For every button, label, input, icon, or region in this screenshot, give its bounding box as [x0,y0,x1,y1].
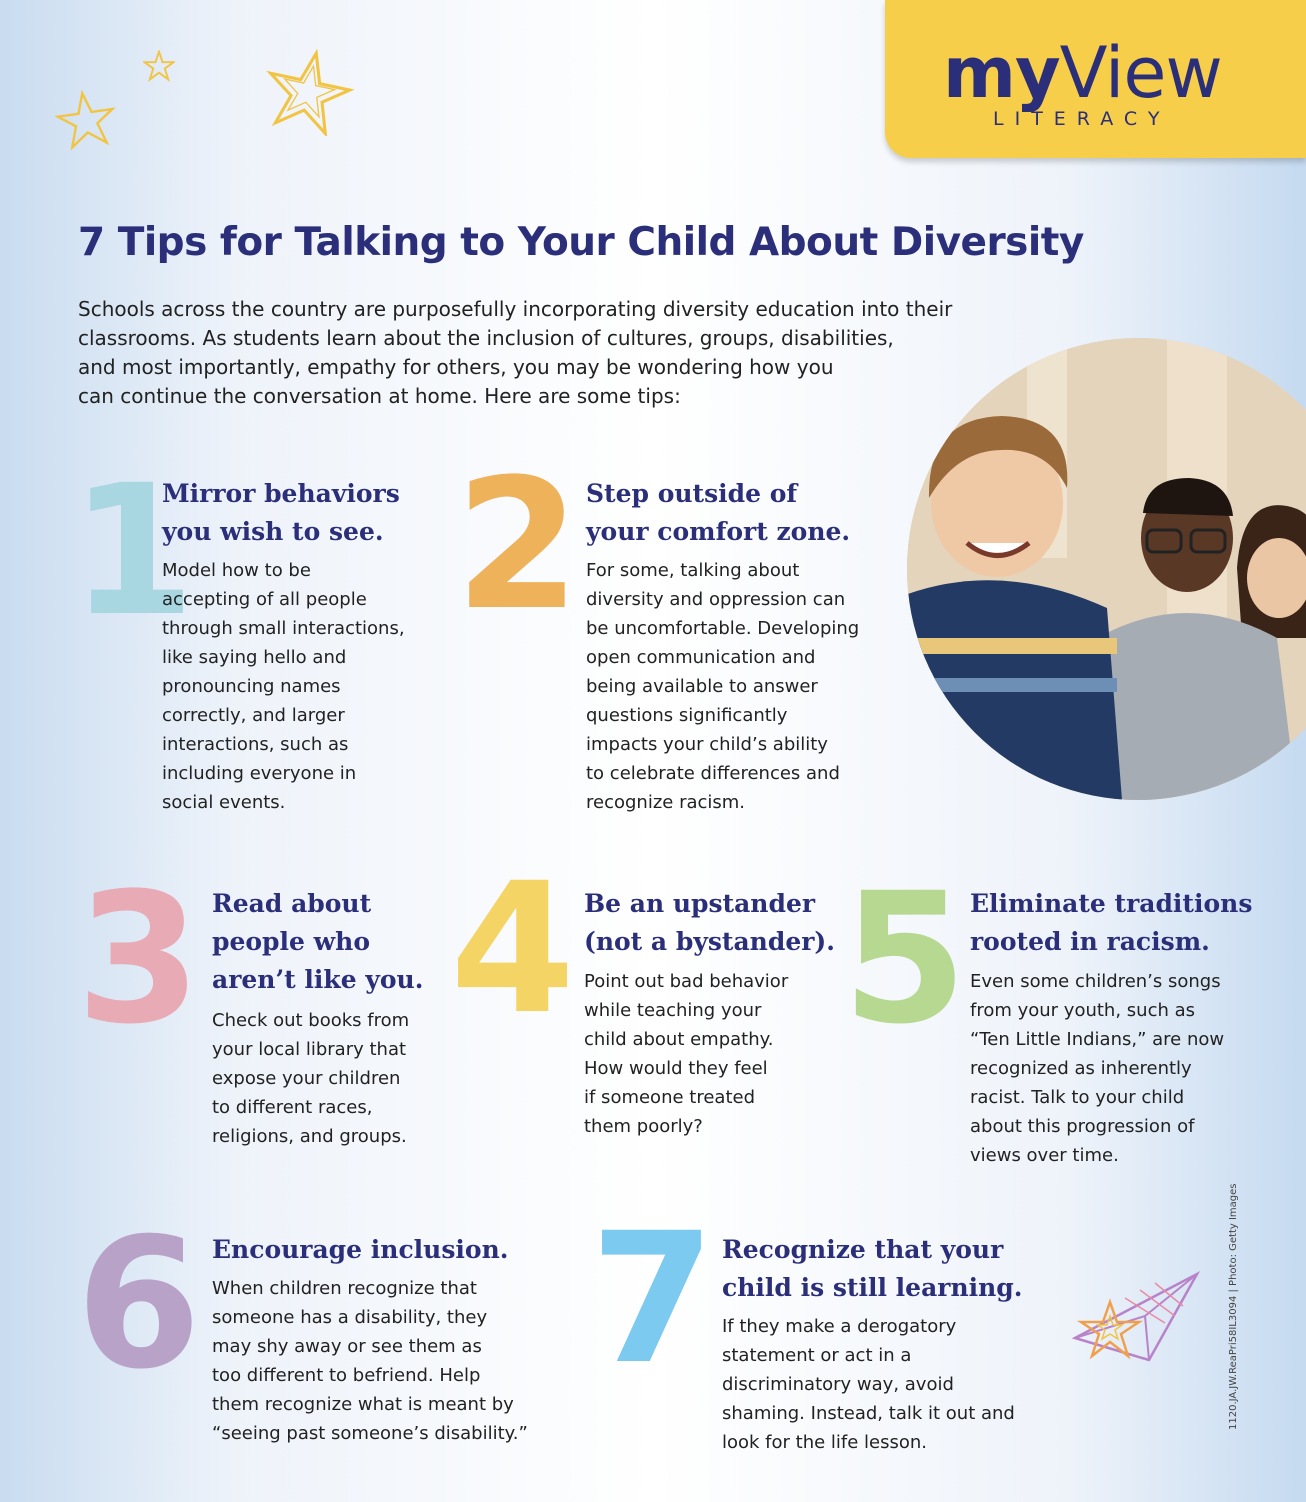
intro-paragraph [78,295,952,411]
photo-credit: 1120.JA.JW.ReaPri58IL3094 | Photo: Getty Images [1228,1183,1239,1430]
star-icon [143,50,175,82]
tip-number: 6 [76,1200,196,1409]
tip-number: 1 [70,447,190,656]
tip-heading: Encourage inclusion. [212,1235,509,1264]
tip-heading: Step outside of your comfort zone. [586,479,851,546]
intro-line: classrooms. As students learn about the inclusion of cultures, groups, disabilities, [78,326,894,350]
paper-airplane-star-icon [1065,1268,1205,1378]
star-icon [262,48,354,136]
tip-body: If they make a derogatory statement or act in a discriminatory way, avoid shaming. Instead, talk it out and look for the life lesson. [722,1316,1015,1453]
children-photo [907,338,1306,800]
tip-number: 7 [590,1195,710,1404]
tip-number: 5 [842,855,962,1064]
tip-body: For some, talking about diversity and oppression can be uncomfortable. Developing open communication and being available to answer questions significantly impacts your child’s ability to celebrate differences and recognize racism. [586,560,860,813]
tip-number: 2 [455,441,575,650]
children-illustration [907,338,1306,800]
tip-heading: Recognize that your child is still learning. [722,1235,1023,1302]
intro-line: can continue the conversation at home. Here are some tips: [78,384,681,408]
tip-heading: Read about people who aren’t like you. [212,889,424,994]
tip-body: When children recognize that someone has a disability, they may shy away or see them as too different to befriend. Help them recognize what is meant by “seeing past someone’s disability.” [212,1278,528,1444]
tip-number: 4 [450,845,570,1054]
tip-number: 3 [76,855,196,1064]
intro-line: and most importantly, empathy for others, you may be wondering how you [78,355,834,379]
tip-body: Check out books from your local library that expose your children to different races, religions, and groups. [212,1010,410,1147]
tip-body: Even some children’s songs from your youth, such as “Ten Little Indians,” are now recognized as inherently racist. Talk to your child about this progression of views over time. [970,971,1225,1166]
logo-badge [885,0,1306,158]
page-title: 7 Tips for Talking to Your Child About Diversity [78,220,1084,265]
tip-heading: Eliminate traditions rooted in racism. [970,889,1253,956]
logo-wordmark: myView [943,32,1222,114]
tip-heading: Be an upstander (not a bystander). [584,889,835,956]
tip-body: Model how to be accepting of all people through small interactions, like saying hello and pronouncing names correctly, and larger interactions, such as including everyone in social events. [162,560,405,813]
tip-body: Point out bad behavior while teaching your child about empathy. How would they feel if someone treated them poorly? [584,971,789,1137]
star-icon [55,90,117,150]
intro-line: Schools across the country are purposefully incorporating diversity education into their [78,297,953,321]
tip-heading: Mirror behaviors you wish to see. [162,479,400,546]
logo-subtitle: LITERACY [993,108,1171,130]
